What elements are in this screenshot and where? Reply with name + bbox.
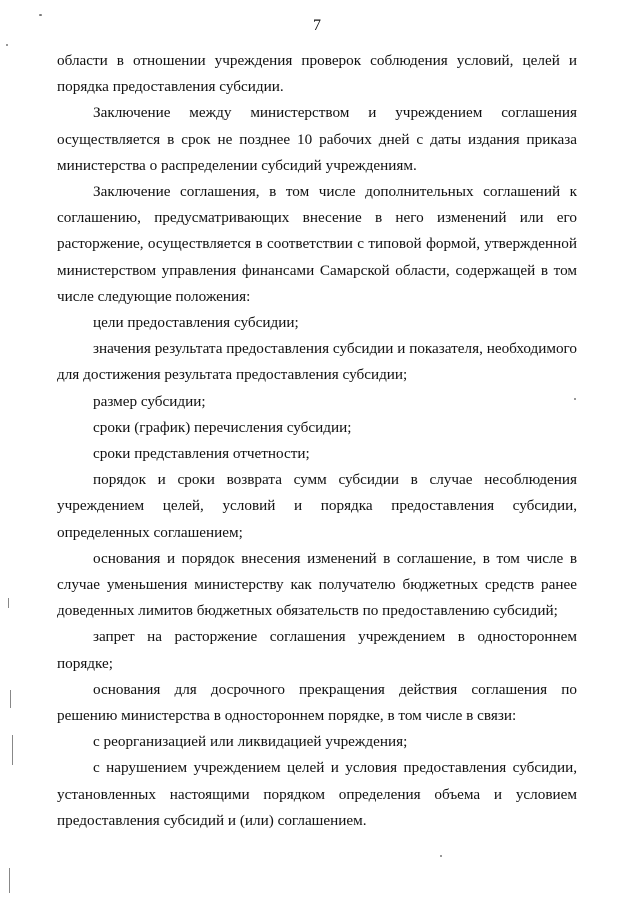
list-item-reorganization: с реорганизацией или ликвидацией учреждения;	[93, 733, 408, 751]
paragraph-agreement-deadline: Заключение между министерством и учреждением соглашения осуществляется в срок не позднее 10 рабочих дней с даты издания приказа министерства о распределении субсидий учреждениям.	[57, 104, 577, 174]
document-body	[57, 48, 577, 834]
paragraph-agreement-form: Заключение соглашения, в том числе дополнительных соглашений к соглашению, предусматривающих внесение в него изменений или его расторжение, осуществляется в соответствии с типовой формой, утвержденной министерством управления финансами Самарской области, содержащей в том числе следующие положения:	[57, 183, 577, 305]
scan-speck	[440, 855, 442, 857]
scan-edge-mark	[10, 690, 11, 708]
scan-speck	[39, 14, 42, 16]
list-item-termination-ban: запрет на расторжение соглашения учреждением в одностороннем порядке;	[57, 628, 577, 672]
scan-edge-mark	[12, 735, 13, 765]
scan-edge-mark	[8, 598, 9, 608]
list-item-violation: с нарушением учреждением целей и условия предоставления субсидии, установленных настоящими порядком определения объема и условием предоставления субсидий и (или) соглашением.	[57, 759, 577, 829]
list-item-early-termination: основания для досрочного прекращения действия соглашения по решению министерства в одностороннем порядке, в том числе в связи:	[57, 680, 577, 725]
list-item-goals: цели предоставления субсидии;	[93, 314, 299, 332]
list-item-transfer-schedule: сроки (график) перечисления субсидии;	[93, 418, 352, 436]
list-item-refund-procedure: порядок и сроки возврата сумм субсидии в случае несоблюдения учреждением целей, условий и порядка предоставления субсидии, определенных соглашением;	[57, 471, 577, 541]
page-number: 7	[313, 17, 321, 34]
list-item-subsidy-size: размер субсидии;	[93, 392, 206, 410]
list-item-reporting-deadlines: сроки представления отчетности;	[93, 445, 310, 463]
list-item-amendment-grounds: основания и порядок внесения изменений в соглашение, в том числе в случае уменьшения министерству как получателю бюджетных средств ранее доведенных лимитов бюджетных обязательств по предоставлению субсидий;	[57, 549, 577, 620]
scan-edge-mark	[9, 868, 10, 893]
scan-speck	[574, 398, 576, 400]
list-item-result-values: значения результата предоставления субсидии и показателя, необходимого для достижения результата предоставления субсидии;	[57, 340, 577, 384]
scan-speck	[6, 44, 8, 46]
paragraph-continuation: области в отношении учреждения проверок соблюдения условий, целей и порядка предоставления субсидии.	[57, 52, 577, 96]
